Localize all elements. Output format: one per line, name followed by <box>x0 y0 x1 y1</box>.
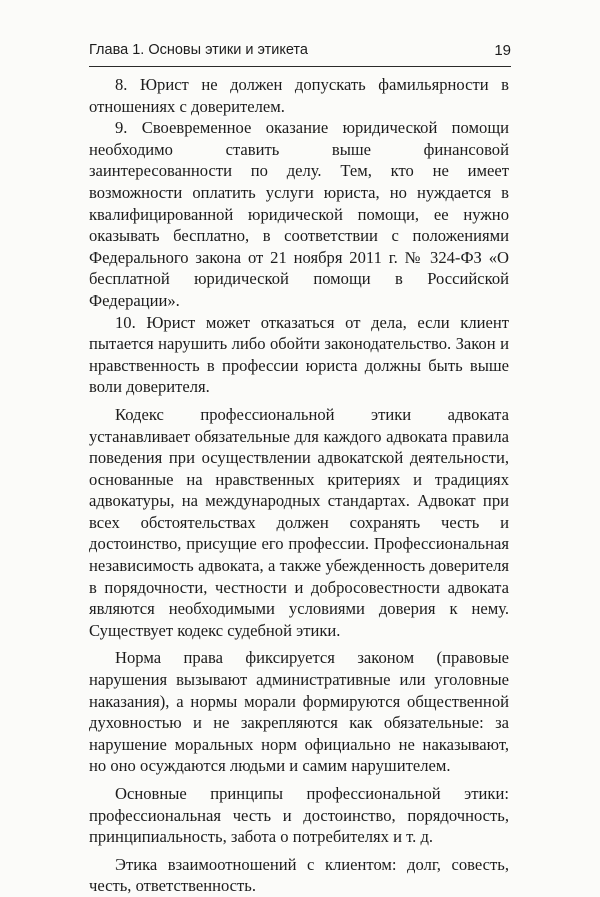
paragraph-client-ethics: Этика взаимоотношений с клиентом: долг, совесть, честь, ответственность. <box>89 854 509 896</box>
paragraph-item-10: 10. Юрист может отказаться от дела, если клиент пытается нарушить либо обойти законодательство. Закон и нравственность в профессии юриста должны быть выше воли доверителя. <box>89 312 509 397</box>
paragraph-principles: Основные принципы профессиональной этики: профессиональная честь и достоинство, порядочность, принципиальность, забота о потребителях и т. д. <box>89 784 509 847</box>
running-header <box>89 36 511 67</box>
paragraph-law-vs-morality: Норма права фиксируется законом (правовые нарушения вызывают административные или уголовные наказания), а нормы морали формируются общественной духовностью и не закрепляются как обязательные: за нарушение моральных норм официально не наказывают, но оно осуждаются людьми и самим нарушителем. <box>89 648 509 776</box>
chapter-title: Глава 1. Основы этики и этикета <box>89 42 308 58</box>
paragraph-item-8: 8. Юрист не должен допускать фамильярности в отношениях с доверителем. <box>89 75 509 116</box>
body-text <box>89 74 509 897</box>
page-number: 19 <box>494 42 511 59</box>
paragraph-code-of-ethics: Кодекс профессиональной этики адвоката устанавливает обязательные для каждого адвоката правила поведения при осуществлении адвокатской деятельности, основанные на нравственных критериях и традициях адвокатуры, на международных стандартах. Адвокат при всех обстоятельствах должен сохранять честь и достоинство, присущие его профессии. Профессиональная независимость адвоката, а также убежденность доверителя в порядочности, честности и добросовестности адвоката являются необходимыми условиями доверия к нему. Существует кодекс судебной этики. <box>89 404 509 640</box>
paragraph-item-9: 9. Своевременное оказание юридической помощи необходимо ставить выше финансовой заинтересованности по делу. Тем, кто не имеет возможности оплатить услуги юриста, но нуждается в квалифицированной юридической помощи, ее нужно оказывать бесплатно, в соответствии с положениями Федерального закона от 21 ноября 2011 г. № 324-ФЗ «О бесплатной юридической помощи в Российской Федерации». <box>89 118 509 310</box>
